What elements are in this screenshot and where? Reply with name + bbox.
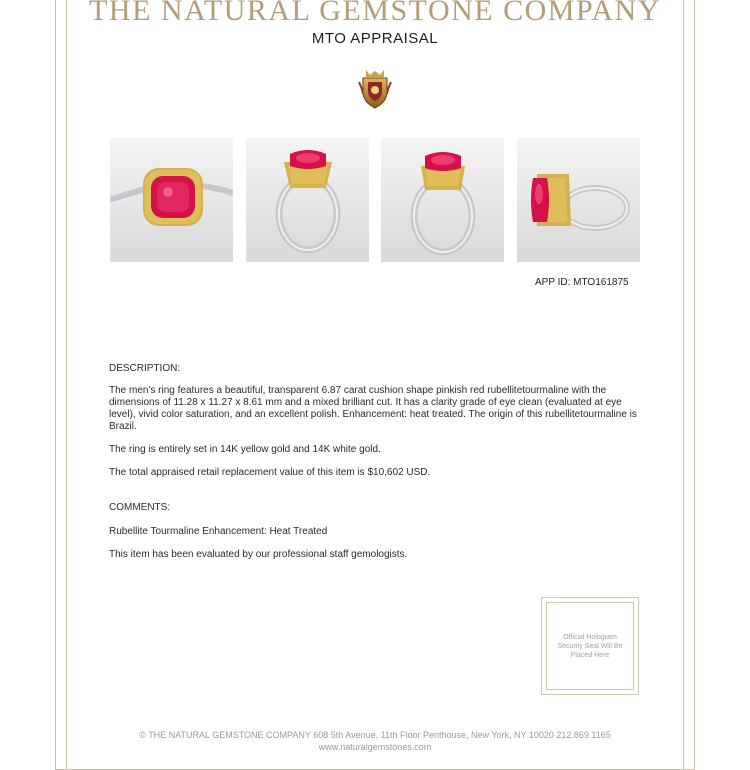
ring-photo-angle xyxy=(517,138,640,262)
footer xyxy=(0,729,750,753)
footer-website-link[interactable]: www.naturalgemstones.com xyxy=(318,742,432,752)
company-crest-logo xyxy=(356,68,394,110)
company-name: THE NATURAL GEMSTONE COMPANY xyxy=(89,0,661,27)
ring-side-image-1 xyxy=(246,138,369,262)
document-title: MTO APPRAISAL xyxy=(311,30,439,47)
comments-paragraph-1: Rubellite Tourmaline Enhancement: Heat Treated xyxy=(109,526,328,537)
comments-paragraph-2: This item has been evaluated by our professional staff gemologists. xyxy=(109,549,408,560)
appraisal-id: APP ID: MTO161875 xyxy=(535,277,629,288)
ring-photo-side-1 xyxy=(246,138,369,262)
description-paragraph-2: The ring is entirely set in 14K yellow gold and 14K white gold. xyxy=(109,444,381,455)
ring-angle-image xyxy=(517,138,640,262)
hologram-seal-text: Official Hologram Security Seal Will Be Placed Here xyxy=(546,602,634,690)
ring-front-image xyxy=(110,138,233,262)
description-paragraph-3: The total appraised retail replacement value of this item is $10,602 USD. xyxy=(109,467,431,478)
comments-heading: COMMENTS: xyxy=(109,502,171,513)
description-heading: DESCRIPTION: xyxy=(109,363,181,374)
ring-photo-gallery xyxy=(110,138,640,262)
ring-photo-side-2 xyxy=(381,138,504,262)
ring-side-image-2 xyxy=(381,138,504,262)
hologram-seal-placeholder xyxy=(541,597,639,695)
footer-address: © THE NATURAL GEMSTONE COMPANY 608 5th Avenue, 11th Floor Penthouse, New York, NY 10020 212.869.1165 xyxy=(139,730,611,740)
ring-photo-front xyxy=(110,138,233,262)
description-paragraph-1: The men's ring features a beautiful, transparent 6.87 carat cushion shape pinkish red rubellitetourmaline with the dimensions of 11.28 x 11.27 x 8.61 mm and a mixed brilliant cut. It has a clarity grade of eye clean (evaluated at eye level), vivid color saturation, and an excellent polish. Enhancement: heat treated. The origin of this rubellitetourmaline is Brazil. xyxy=(109,385,637,432)
